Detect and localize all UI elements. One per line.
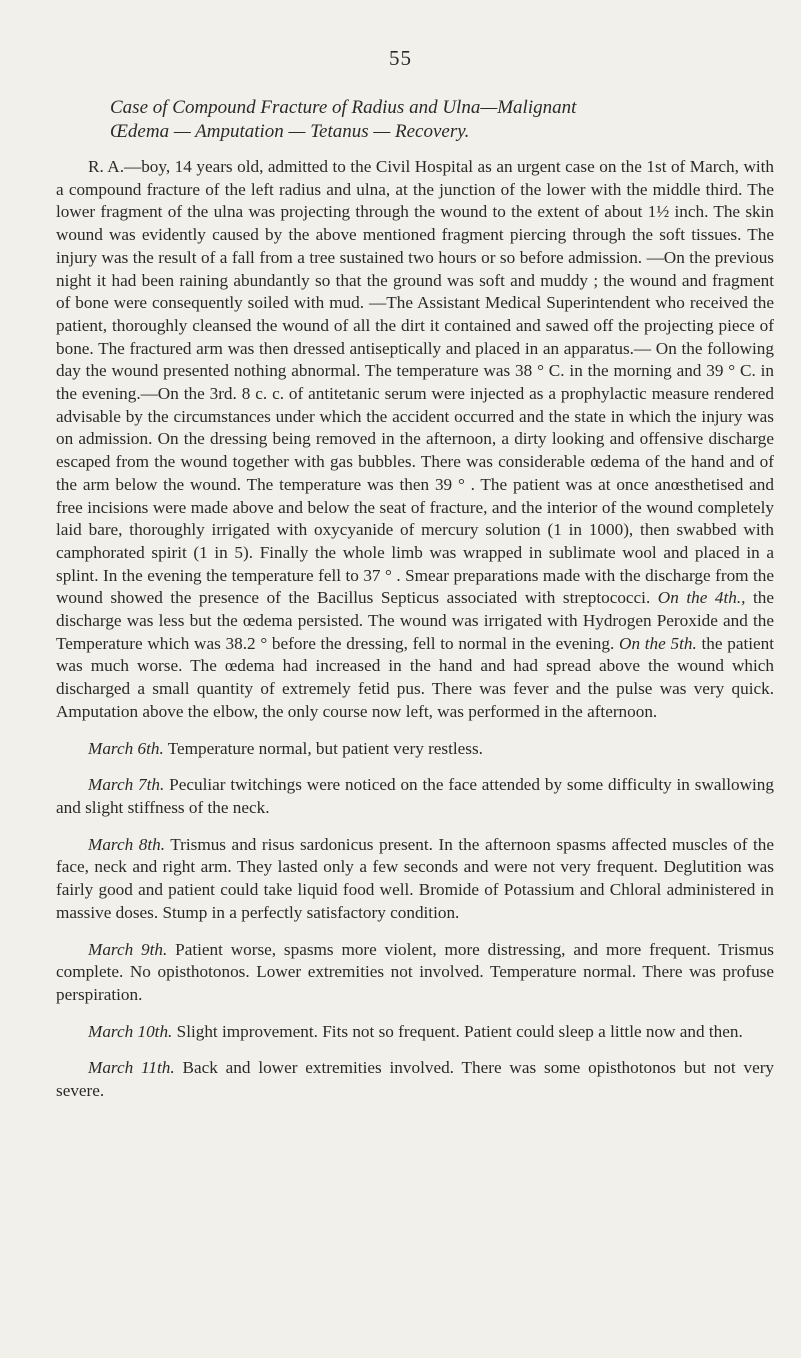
case-history-text-4th: the discharge was less but the œdema persisted. The wound was irrigated with Hydrogen Peroxide and the Temperature which was 38.2 ° before the dressing, fell to normal in the evening. — [56, 588, 774, 653]
entry-date: March 9th. — [88, 939, 168, 959]
case-history-text-5th: the patient was much worse. The œdema had increased in the hand and had spread above the wound which discharged a small quantity of extremely fetid pus. There was fever and the pulse was very quick. Amputation above the elbow, the only course now left, was performed in the afternoon. — [56, 633, 774, 721]
entry-march-6 — [56, 738, 774, 761]
entry-date: March 8th. — [88, 834, 166, 854]
page-number: 55 — [389, 46, 412, 70]
case-title-line-1: Case of Compound Fracture of Radius and Ulna—Malignant — [110, 97, 577, 118]
entry-date: March 10th. — [88, 1021, 173, 1041]
case-title — [110, 96, 750, 144]
entry-march-10 — [56, 1021, 774, 1044]
entry-text: Temperature normal, but patient very restless. — [167, 738, 483, 758]
entry-text: Slight improvement. Fits not so frequent. Patient could sleep a little now and then. — [176, 1021, 743, 1041]
entry-text: Peculiar twitchings were noticed on the face attended by some difficulty in swallowing and slight stiffness of the neck. — [56, 775, 774, 817]
entry-date: March 6th. — [88, 738, 164, 758]
date-label-5th: On the 5th. — [619, 633, 697, 653]
case-title-line-2: Œdema — Amputation — Tetanus — Recovery. — [110, 121, 470, 142]
entry-text: Trismus and risus sardonicus present. In the afternoon spasms affected muscles of the face, neck and right arm. They lasted only a few seconds and were not very frequent. Deglutition was fairly good and patient could take liquid food well. Bromide of Potassium and Chloral administered in massive doses. Stump in a perfectly satisfactory condition. — [56, 834, 774, 922]
case-history-text: R. A.—boy, 14 years old, admitted to the Civil Hospital as an urgent case on the 1st of March, with a compound fracture of the left radius and ulna, at the junction of the lower with the middle third. The lower fragment of the ulna was projecting through the wound to the extent of about 1½ inch. The skin wound was evidently caused by the above mentioned fragment piercing through the soft tissues. The injury was the result of a fall from a tree sustained two hours or so before admission. —On the previous night it had been raining abundantly so that the ground was soft and muddy ; the wound and fragment of bone were consequently soiled with mud. —The Assistant Medical Superintendent who received the patient, thoroughly cleansed the wound of all the dirt it contained and sawed off the projecting piece of bone. The fractured arm was then dressed antiseptically and placed in an apparatus.— On the following day the wound presented nothing abnormal. The temperature was 38 ° C. in the morning and 39 ° C. in the evening.—On the 3rd. 8 c. c. of antitetanic serum were injected as a prophylactic measure rendered advisable by the circumstances under which the accident occurred and the state in which the injury was on admission. On the dressing being removed in the afternoon, a dirty looking and offensive discharge escaped from the wound together with gas bubbles. There was considerable œdema of the hand and of the arm below the wound. The temperature was then 39 ° . The patient was at once anœsthetised and free incisions were made above and below the seat of fracture, and the interior of the wound completely laid bare, thoroughly irrigated with oxycyanide of mercury solution (1 in 1000), then swabbed with camphorated spirit (1 in 5). Finally the whole limb was wrapped in sublimate wool and placed in a splint. In the evening the temperature fell to 37 ° . Smear preparations made with the discharge from the wound showed the presence of the Bacillus Septicus associated with streptococci. — [56, 157, 774, 608]
entry-march-11 — [56, 1057, 774, 1102]
date-label-4th: On the 4th., — [657, 588, 746, 608]
entry-text: Back and lower extremities involved. There was some opisthotonos but not very severe. — [56, 1058, 775, 1101]
entry-march-9 — [56, 939, 774, 1007]
entry-text: Patient worse, spasms more violent, more distressing, and more frequent. Trismus complete. No opisthotonos. Lower extremities not involved. Temperature normal. There was profuse perspiration. — [56, 939, 774, 1004]
entry-march-8 — [56, 834, 774, 925]
entry-date: March 11th. — [88, 1058, 175, 1078]
entry-march-7 — [56, 774, 774, 819]
entry-date: March 7th. — [88, 775, 165, 795]
case-body — [56, 156, 774, 1103]
case-history-paragraph — [56, 156, 774, 724]
